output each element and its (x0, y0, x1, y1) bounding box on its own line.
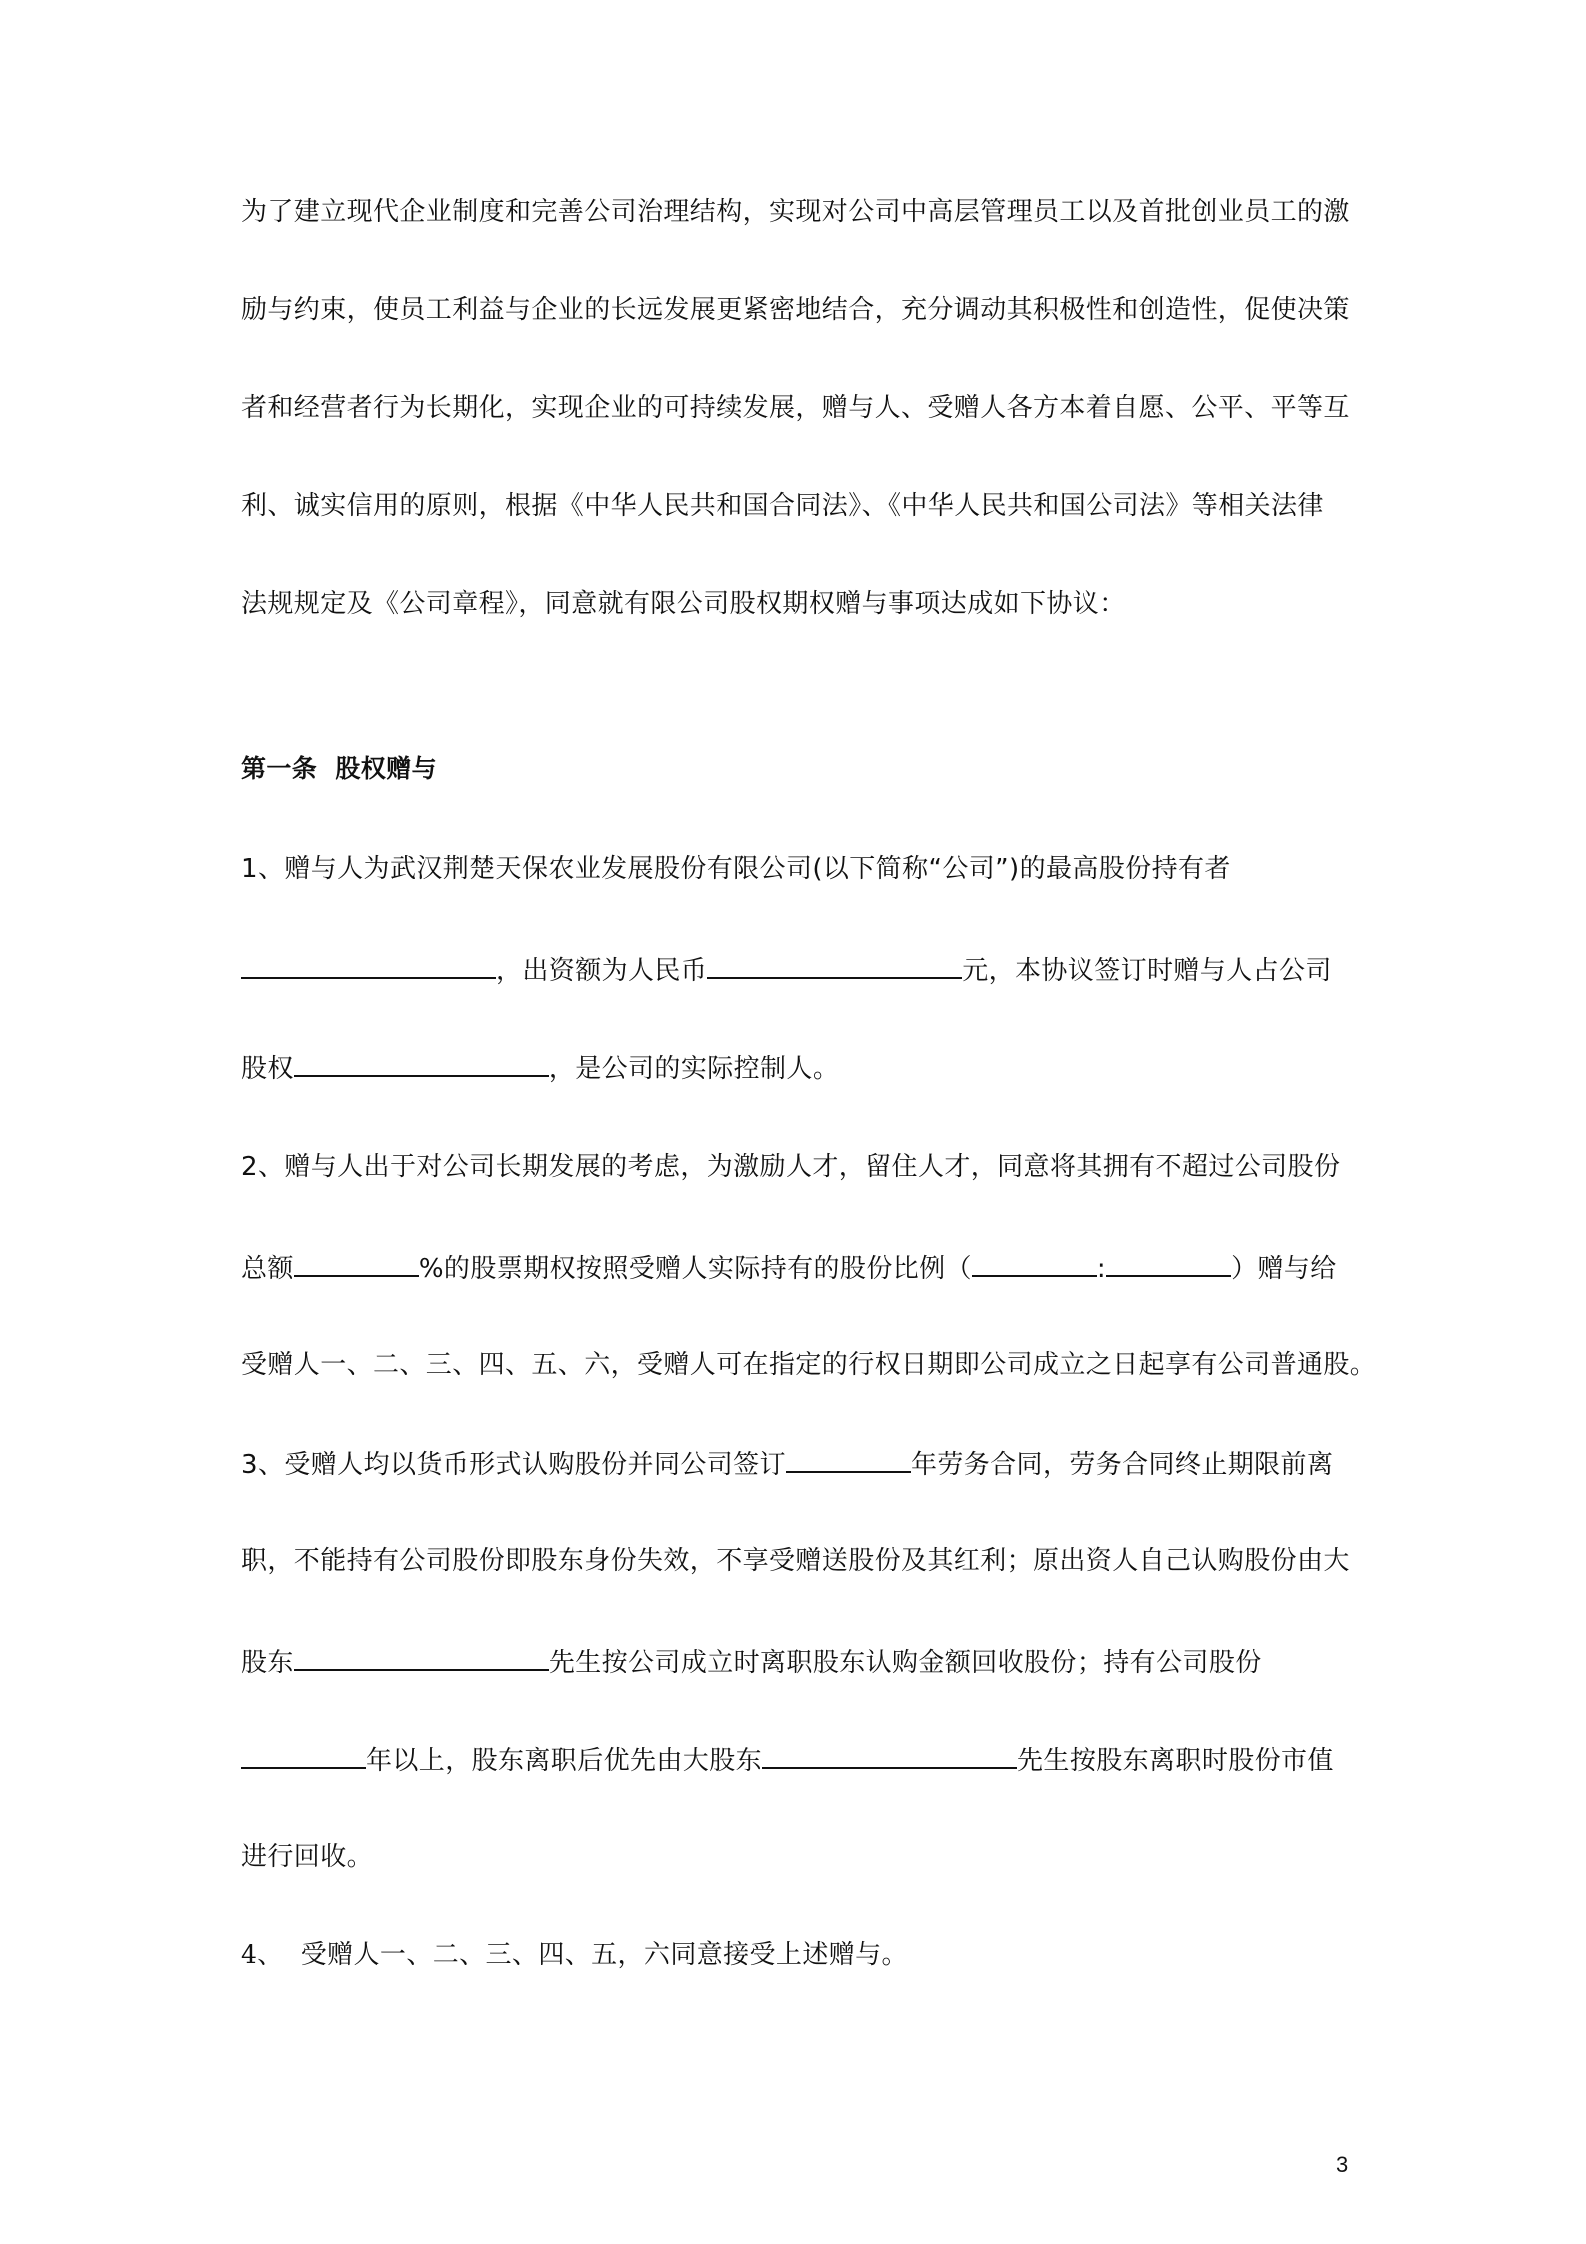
item-1-line-3 (241, 1047, 1361, 1089)
item-1-text-b: 元，本协议签订时赠与人占公司 (962, 956, 1332, 986)
item-3-text-b: 年劳务合同，劳务合同终止期限前离 (910, 1450, 1334, 1480)
item-3-line-5: 进行回收。 (241, 1842, 374, 1872)
item-2-text-a: 总额 (241, 1254, 294, 1284)
item-2-text-b: %的股票期权按照受赠人实际持有的股份比例（ (418, 1254, 972, 1284)
item-2-ratio-colon: : (1096, 1254, 1107, 1284)
article-1-title: 第一条 股权赠与 (241, 754, 438, 783)
item-3-text-d: 先生按公司成立时离职股东认购金额回收股份；持有公司股份 (548, 1648, 1262, 1678)
page-number: 3 (1336, 2152, 1349, 2177)
item-3-line-3 (241, 1641, 1361, 1683)
item-3-line-1 (241, 1443, 1361, 1485)
blank-holder-name[interactable] (241, 949, 496, 979)
blank-contract-years[interactable] (786, 1443, 911, 1473)
item-3-line-4 (241, 1739, 1361, 1781)
item-3-text-c: 股东 (241, 1648, 294, 1678)
blank-major-shareholder-2[interactable] (762, 1739, 1017, 1769)
blank-major-shareholder-1[interactable] (294, 1641, 549, 1671)
blank-capital-amount[interactable] (707, 949, 962, 979)
item-1-line-2 (241, 949, 1361, 991)
item-3-line-2: 职，不能持有公司股份即股东身份失效，不享受赠送股份及其红利；原出资人自己认购股份由大 (241, 1546, 1350, 1576)
blank-ratio-left[interactable] (972, 1247, 1097, 1277)
item-3-text-e: 年以上，股东离职后优先由大股东 (366, 1746, 763, 1776)
blank-percent[interactable] (294, 1247, 419, 1277)
item-3-text-f: 先生按股东离职时股份市值 (1017, 1746, 1334, 1776)
item-1-text-c: 股权 (241, 1054, 294, 1084)
item-3-text-a: 3、受赠人均以货币形式认购股份并同公司签订 (241, 1450, 786, 1480)
item-2-line-3: 受赠人一、二、三、四、五、六，受赠人可在指定的行权日期即公司成立之日起享有公司普通股。 (241, 1350, 1377, 1380)
blank-holding-years[interactable] (241, 1739, 366, 1769)
item-4-number: 4、 (241, 1940, 283, 1969)
item-1-text-a: ，出资额为人民币 (496, 956, 708, 986)
blank-equity-ratio[interactable] (294, 1047, 549, 1077)
intro-line-2: 励与约束，使员工利益与企业的长远发展更紧密地结合，充分调动其积极性和创造性，促使决策 (241, 295, 1350, 325)
item-2-text-d: ）赠与给 (1231, 1254, 1337, 1284)
intro-line-4: 利、诚实信用的原则，根据《中华人民共和国合同法》、《中华人民共和国公司法》等相关法律 (241, 491, 1324, 521)
item-4-text: 受赠人一、二、三、四、五，六同意接受上述赠与。 (300, 1940, 908, 1970)
item-1-text-d: ，是公司的实际控制人。 (548, 1054, 840, 1084)
item-1-line-1: 1、赠与人为武汉荆楚天保农业发展股份有限公司(以下简称“公司”)的最高股份持有者 (241, 854, 1231, 884)
intro-line-1: 为了建立现代企业制度和完善公司治理结构，实现对公司中高层管理员工以及首批创业员工的激 (241, 197, 1350, 227)
item-4-line (241, 1935, 1361, 1975)
intro-line-3: 者和经营者行为长期化，实现企业的可持续发展，赠与人、受赠人各方本着自愿、公平、平等互 (241, 393, 1350, 423)
blank-ratio-right[interactable] (1106, 1247, 1231, 1277)
item-2-line-1: 2、赠与人出于对公司长期发展的考虑，为激励人才，留住人才，同意将其拥有不超过公司股份 (241, 1152, 1341, 1182)
item-2-line-2 (241, 1247, 1361, 1289)
intro-line-5: 法规规定及《公司章程》，同意就有限公司股权期权赠与事项达成如下协议： (241, 589, 1126, 619)
